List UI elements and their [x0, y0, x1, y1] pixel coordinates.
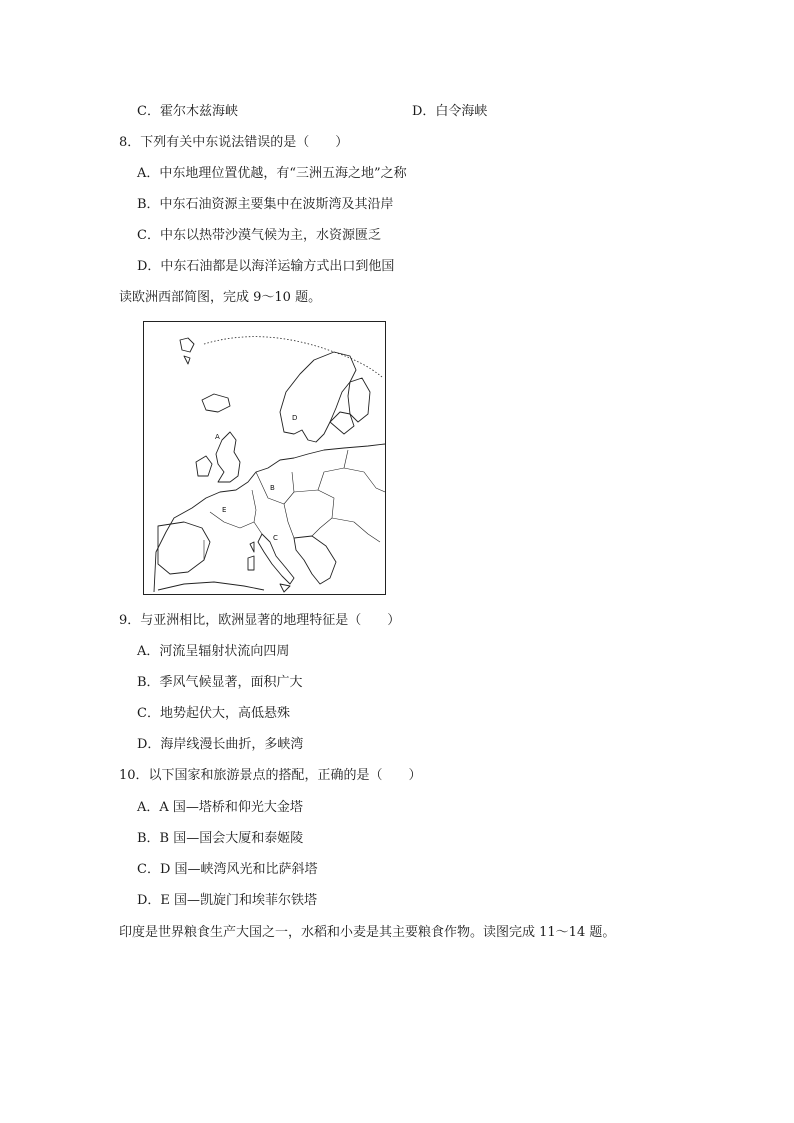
q9-option-a: A．河流呈辐射状流向四周 — [137, 644, 290, 659]
q9-option-c: C．地势起伏大，高低悬殊 — [137, 706, 290, 721]
map-label-d: D — [292, 414, 298, 422]
q10-option-a: A．A 国—塔桥和仰光大金塔 — [137, 800, 303, 815]
map-intro: 读欧洲西部简图，完成 9～10 题。 — [119, 290, 322, 305]
q8-option-b: B．中东石油资源主要集中在波斯湾及其沿岸 — [137, 197, 394, 212]
q10-option-b: B．B 国—国会大厦和泰姬陵 — [137, 831, 304, 846]
q8-option-a: A．中东地理位置优越，有“三洲五海之地”之称 — [137, 166, 407, 181]
q7-option-d: D．白令海峡 — [412, 104, 488, 119]
map-label-c: C — [273, 534, 278, 542]
q10-stem: 10．以下国家和旅游景点的搭配，正确的是（ ） — [119, 768, 422, 783]
q9-stem: 9．与亚洲相比，欧洲显著的地理特征是（ ） — [119, 613, 401, 628]
map-label-e: E — [222, 506, 227, 514]
q10-option-d: D．E 国—凯旋门和埃菲尔铁塔 — [137, 893, 318, 908]
india-intro: 印度是世界粮食生产大国之一，水稻和小麦是其主要粮食作物。读图完成 11～14 题。 — [119, 925, 616, 940]
map-label-a: A — [215, 433, 220, 441]
q8-option-d: D．中东石油都是以海洋运输方式出口到他国 — [137, 259, 395, 274]
q8-stem: 8．下列有关中东说法错误的是（ ） — [119, 135, 349, 150]
europe-west-map — [143, 321, 386, 595]
q9-option-b: B．季风气候显著，面积广大 — [137, 675, 303, 690]
map-label-b: B — [270, 484, 275, 492]
q10-option-c: C．D 国—峡湾风光和比萨斜塔 — [137, 862, 318, 877]
q7-option-c: C．霍尔木兹海峡 — [137, 104, 238, 119]
q8-option-c: C．中东以热带沙漠气候为主，水资源匮乏 — [137, 228, 381, 243]
q9-option-d: D．海岸线漫长曲折，多峡湾 — [137, 737, 304, 752]
